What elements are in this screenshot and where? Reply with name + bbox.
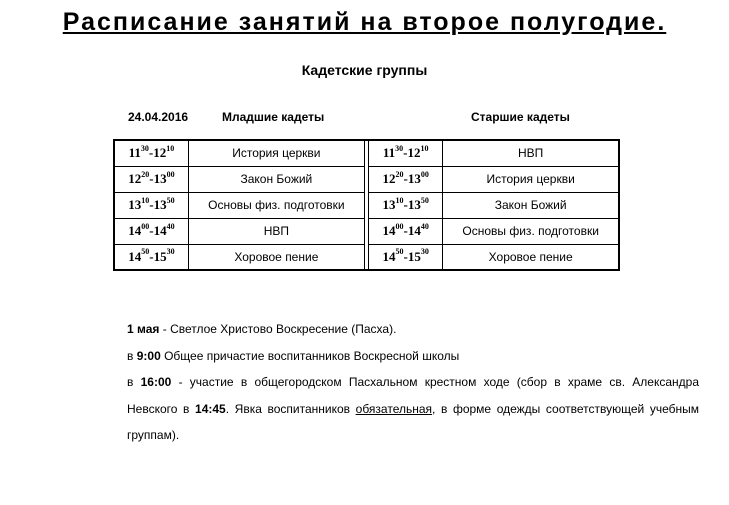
junior-subject-cell: Закон Божий bbox=[188, 166, 364, 192]
junior-cadets-header: Младшие кадеты bbox=[222, 110, 325, 124]
junior-time-cell bbox=[114, 140, 188, 166]
announcement-text: - участие в общегородском Пасхальном крестном ходе (сбор в храме св. Александра Невского в bbox=[127, 375, 700, 416]
senior-subject-cell: Основы физ. подготовки bbox=[443, 218, 619, 244]
page-subtitle: Кадетские группы bbox=[301, 62, 428, 78]
schedule-row bbox=[114, 218, 619, 244]
junior-subject-cell: Основы физ. подготовки bbox=[188, 192, 364, 218]
schedule-row bbox=[114, 140, 619, 166]
time-hours: 11 bbox=[382, 145, 396, 161]
senior-subject-cell: История церкви bbox=[443, 166, 619, 192]
junior-subject-cell: НВП bbox=[188, 218, 364, 244]
schedule-row bbox=[114, 166, 619, 192]
time-minutes: 30 bbox=[420, 247, 429, 257]
time-minutes: 30 bbox=[166, 247, 175, 257]
schedule-row bbox=[114, 244, 619, 270]
time-hours: -12 bbox=[148, 145, 167, 161]
junior-time-cell bbox=[114, 218, 188, 244]
time-hours: -13 bbox=[149, 197, 167, 212]
time-hours: -12 bbox=[403, 145, 421, 161]
announcement-procession bbox=[127, 369, 699, 449]
time-minutes: 10 bbox=[166, 143, 175, 153]
senior-subject-cell: Закон Божий bbox=[443, 192, 619, 218]
time-hours: 14 bbox=[128, 248, 142, 264]
time-minutes: 00 bbox=[395, 221, 404, 231]
time-hours: -15 bbox=[403, 248, 421, 264]
gathering-time: 14:45 bbox=[195, 401, 226, 416]
time-hours: 12 bbox=[128, 171, 142, 186]
junior-subject-cell: История церкви bbox=[188, 140, 364, 166]
senior-cadets-header: Старшие кадеты bbox=[471, 110, 570, 124]
time-hours: -13 bbox=[403, 197, 421, 212]
time-hours: 13 bbox=[382, 197, 396, 212]
time-hours: 14 bbox=[382, 223, 396, 238]
announcement-prefix: в bbox=[127, 348, 137, 363]
senior-time-cell bbox=[369, 166, 443, 192]
page-title: Расписание занятий на второе полугодие. bbox=[62, 8, 667, 36]
time-minutes: 50 bbox=[166, 195, 175, 205]
time-minutes: 10 bbox=[141, 195, 150, 205]
time-minutes: 30 bbox=[395, 143, 404, 153]
time-minutes: 20 bbox=[395, 169, 404, 179]
time-hours: 12 bbox=[382, 171, 396, 186]
senior-time-cell bbox=[369, 140, 443, 166]
time-hours: -14 bbox=[403, 223, 421, 238]
senior-time-cell bbox=[369, 244, 443, 270]
announcement-text: , в форме одежды соответствующей учебным группам). bbox=[127, 401, 700, 442]
time-hours: 11 bbox=[128, 145, 141, 161]
time-hours: -13 bbox=[403, 171, 421, 186]
time-hours: 13 bbox=[128, 197, 142, 212]
schedule-table bbox=[113, 139, 620, 271]
announcement-prefix: в bbox=[127, 375, 141, 389]
time-hours: -13 bbox=[149, 171, 167, 186]
announcement-text: Общее причастие воспитанников Воскресной школы bbox=[160, 348, 460, 363]
time-minutes: 30 bbox=[140, 143, 149, 153]
time-hours: -15 bbox=[149, 248, 167, 264]
announcement-text: . Явка воспитанников bbox=[225, 401, 356, 416]
time-minutes: 20 bbox=[141, 169, 150, 179]
announcement-communion bbox=[127, 343, 699, 370]
junior-time-cell bbox=[114, 192, 188, 218]
junior-time-cell bbox=[114, 166, 188, 192]
junior-subject-cell: Хоровое пение bbox=[188, 244, 364, 270]
announcement-time: 16:00 bbox=[140, 375, 172, 389]
senior-time-cell bbox=[369, 218, 443, 244]
announcement-time: 9:00 bbox=[136, 348, 161, 363]
time-hours: -14 bbox=[149, 223, 167, 238]
announcement-text: - Светлое Христово Воскресение (Пасха). bbox=[159, 322, 397, 336]
senior-subject-cell: Хоровое пение bbox=[443, 244, 619, 270]
mandatory-attendance: обязательная bbox=[355, 401, 433, 416]
time-minutes: 50 bbox=[395, 247, 404, 257]
time-minutes: 00 bbox=[141, 221, 150, 231]
schedule-row bbox=[114, 192, 619, 218]
announcements bbox=[127, 316, 699, 449]
time-minutes: 50 bbox=[420, 195, 429, 205]
time-hours: 14 bbox=[128, 223, 142, 238]
time-minutes: 10 bbox=[420, 143, 429, 153]
time-minutes: 00 bbox=[166, 169, 175, 179]
time-minutes: 50 bbox=[141, 247, 150, 257]
announcement-easter bbox=[127, 316, 699, 343]
senior-time-cell bbox=[369, 192, 443, 218]
time-minutes: 10 bbox=[395, 195, 404, 205]
senior-subject-cell: НВП bbox=[443, 140, 619, 166]
time-minutes: 40 bbox=[166, 221, 175, 231]
announcement-date: 1 мая bbox=[127, 322, 160, 336]
junior-time-cell bbox=[114, 244, 188, 270]
time-minutes: 00 bbox=[420, 169, 429, 179]
schedule-date: 24.04.2016 bbox=[128, 110, 189, 124]
time-minutes: 40 bbox=[420, 221, 429, 231]
time-hours: 14 bbox=[382, 248, 396, 264]
